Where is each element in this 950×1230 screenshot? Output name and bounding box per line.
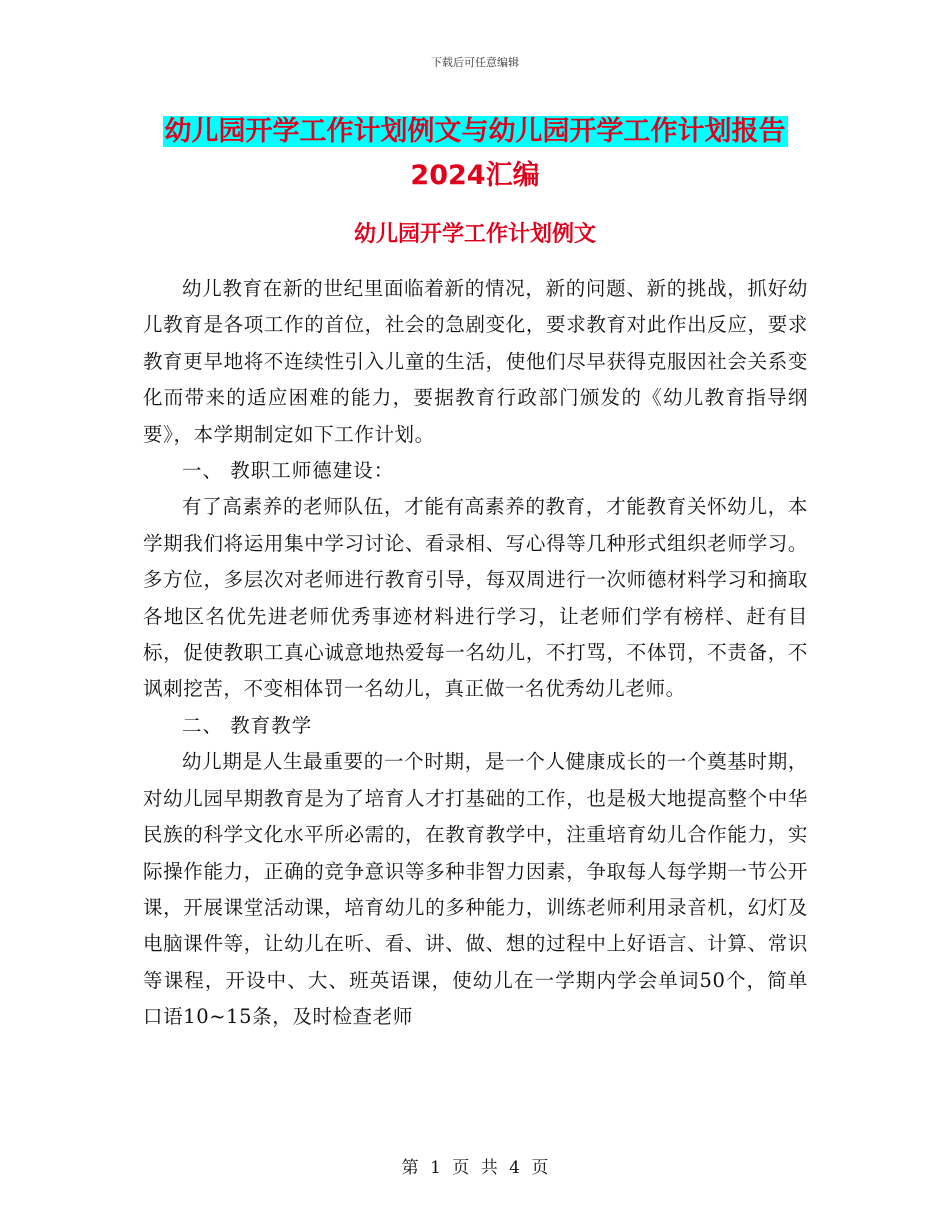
paragraph-teacher-ethics: 有了高素养的老师队伍，才能有高素养的教育，才能教育关怀幼儿，本学期我们将运用集中学习讨论、看录相、写心得等几种形式组织老师学习。多方位，多层次对老师进行教育引导，每双周进行一次师德材料学习和摘取各地区名优先进老师优秀事迹材料进行学习，让老师们学有榜样、赶有目标，促使教职工真心诚意地热爱每一名幼儿，不打骂，不体罚，不责备，不讽刺挖苦，不变相体罚一名幼儿，真正做一名优秀幼儿老师。 — [143, 495, 808, 701]
paragraph-intro: 幼儿教育在新的世纪里面临着新的情况，新的问题、新的挑战，抓好幼儿教育是各项工作的首位，社会的急剧变化，要求教育对此作出反应，要求教育更早地将不连续性引入儿童的生活，使他们尽早获得克服因社会关系变化而带来的适应困难的能力，要据教育行政部门颁发的《幼儿教育指导纲要》，本学期制定如下工作计划。 — [143, 277, 808, 446]
heading-education-teaching: 二、 教育教学 — [182, 713, 313, 737]
page-footer: 第 1 页 共 4 页 — [401, 1158, 549, 1178]
header-note: 下载后可任意编辑 — [431, 56, 519, 69]
document-body — [143, 271, 808, 1036]
section-title: 幼儿园开学工作计划例文 — [353, 222, 596, 247]
document-title — [0, 110, 950, 198]
heading-teacher-ethics: 一、 教职工师德建设： — [182, 459, 395, 483]
title-line-1: 幼儿园开学工作计划例文与幼儿园开学工作计划报告 — [164, 116, 786, 147]
paragraph-education-teaching: 幼儿期是人生最重要的一个时期，是一个人健康成长的一个奠基时期，对幼儿园早期教育是为了培育人才打基础的工作，也是极大地提高整个中华民族的科学文化水平所必需的，在教育教学中，注重培育幼儿合作能力，实际操作能力，正确的竞争意识等多种非智力因素，争取每人每学期一节公开课，开展课堂活动课，培育幼儿的多种能力，训练老师利用录音机，幻灯及电脑课件等，让幼儿在听、看、讲、做、想的过程中上好语言、计算、常识等课程，开设中、大、班英语课，使幼儿在一学期内学会单词50个，简单口语10~15条，及时检查老师 — [143, 750, 808, 1029]
title-line-2: 2024汇编 — [410, 160, 540, 191]
